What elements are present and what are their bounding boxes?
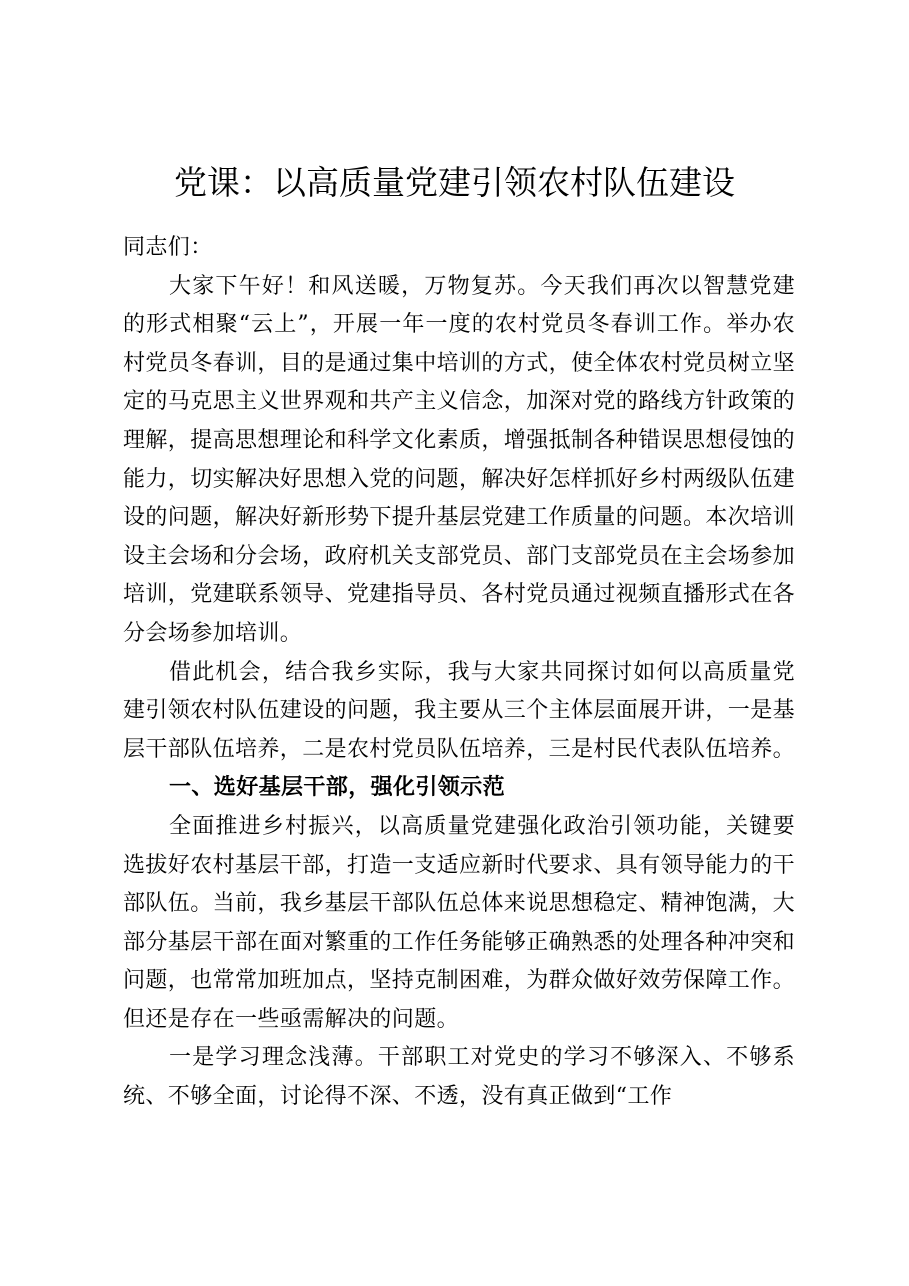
document-body <box>123 229 795 1117</box>
paragraph-opening: 大家下午好！和风送暖，万物复苏。今天我们再次以智慧党建的形式相聚“云上”，开展一年一度的农村党员冬春训工作。举办农村党员冬春训，目的是通过集中培训的方式，使全体农村党员树立坚定的马克思主义世界观和共产主义信念，加深对党的路线方针政策的理解，提高思想理论和科学文化素质，增强抵制各种错误思想侵蚀的能力，切实解决好思想入党的问题，解决好怎样抓好乡村两级队伍建设的问题，解决好新形势下提升基层党建工作质量的问题。本次培训设主会场和分会场，政府机关支部党员、部门支部党员在主会场参加培训，党建联系领导、党建指导员、各村党员通过视频直播形式在各分会场参加培训。 <box>123 273 796 646</box>
paragraph-section-body: 全面推进乡村振兴，以高质量党建强化政治引领功能，关键要选拔好农村基层干部，打造一支适应新时代要求、具有领导能力的干部队伍。当前，我乡基层干部队伍总体来说思想稳定、精神饱满，大部分基层干部在面对繁重的工作任务能够正确熟悉的处理各种冲突和问题，也常常加班加点，坚持克制困难，为群众做好效劳保障工作。但还是存在一些亟需解决的问题。 <box>123 813 796 1032</box>
section-heading: 一、选好基层干部，强化引领示范 <box>169 775 506 801</box>
document-title: 党课：以高质量党建引领农村队伍建设 <box>174 163 735 202</box>
paragraph-intro-topics: 借此机会，结合我乡实际，我与大家共同探讨如何以高质量党建引领农村队伍建设的问题，我主要从三个主体层面展开讲，一是基层干部队伍培养，二是农村党员队伍培养，三是村民代表队伍培养。 <box>123 659 796 762</box>
paragraph-point-one: 一是学习理念浅薄。干部职工对党史的学习不够深入、不够系统、不够全面，讨论得不深、不透，没有真正做到“工作 <box>123 1045 795 1110</box>
salutation: 同志们： <box>123 235 213 260</box>
